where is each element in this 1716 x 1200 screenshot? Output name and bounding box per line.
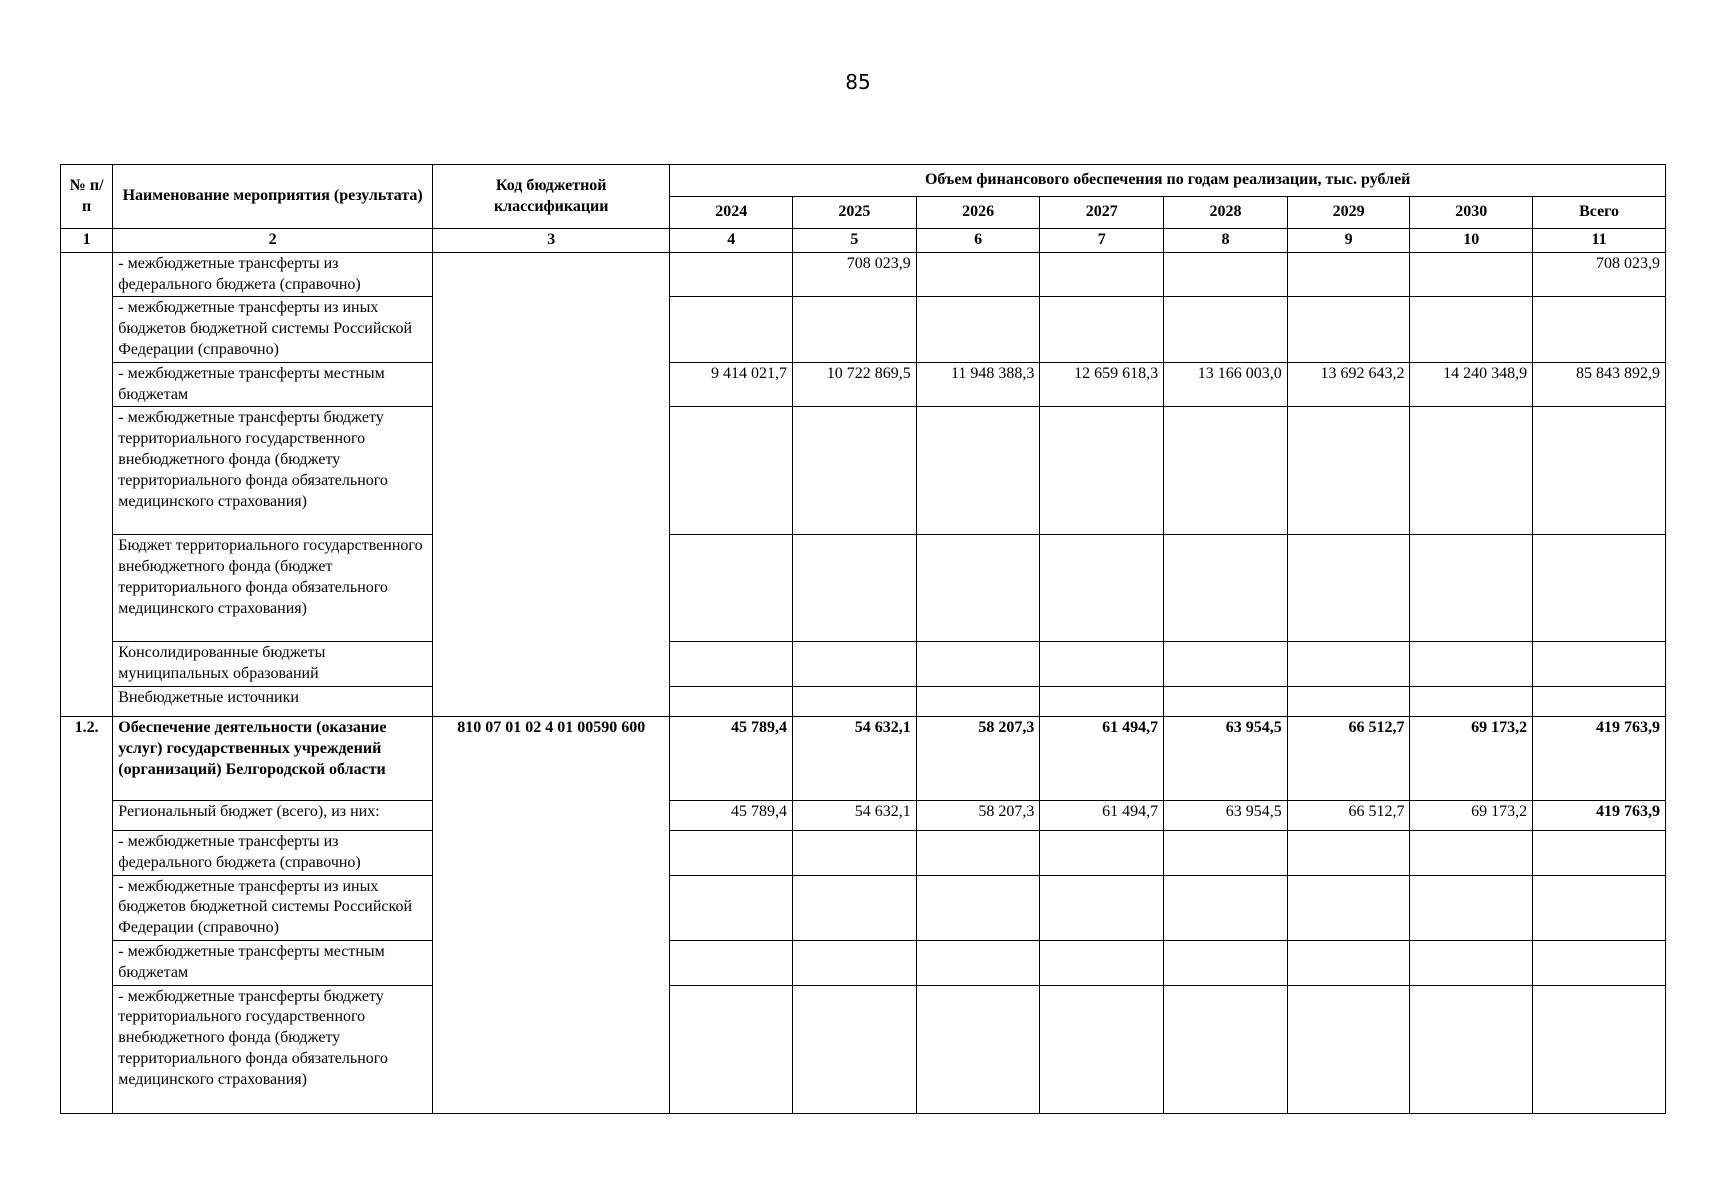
row-index-empty	[61, 252, 113, 716]
budget-table	[60, 164, 1666, 1114]
value-cell	[916, 407, 1040, 535]
table-row	[61, 940, 1666, 985]
value-cell	[1287, 407, 1410, 535]
header-year: 2029	[1287, 197, 1410, 229]
value-total-cell	[1533, 985, 1666, 1113]
row-name: - межбюджетные трансферты из иных бюджетов бюджетной системы Российской Федерации (справочно)	[113, 297, 433, 362]
value-cell	[1410, 535, 1533, 642]
value-total-cell: 708 023,9	[1533, 252, 1666, 297]
value-cell	[1164, 875, 1288, 940]
row-name: - межбюджетные трансферты из иных бюджетов бюджетной системы Российской Федерации (справочно)	[113, 875, 433, 940]
column-number: 11	[1533, 229, 1666, 253]
value-cell	[793, 686, 917, 716]
table-row	[61, 535, 1666, 642]
value-cell	[670, 535, 793, 642]
value-cell: 61 494,7	[1040, 800, 1164, 830]
value-cell	[793, 985, 917, 1113]
column-number: 3	[433, 229, 670, 253]
header-volume: Объем финансового обеспечения по годам реализации, тыс. рублей	[670, 165, 1666, 197]
value-total-cell	[1533, 642, 1666, 687]
header-row-top	[61, 165, 1666, 197]
value-cell	[916, 940, 1040, 985]
header-year: 2025	[793, 197, 917, 229]
table-row	[61, 985, 1666, 1113]
value-cell	[1164, 940, 1288, 985]
row-index: 1.2.	[61, 716, 113, 1113]
value-cell	[670, 642, 793, 687]
column-number: 1	[61, 229, 113, 253]
value-cell	[670, 252, 793, 297]
value-cell	[670, 686, 793, 716]
value-cell	[916, 875, 1040, 940]
value-cell	[1410, 985, 1533, 1113]
header-year: 2026	[916, 197, 1040, 229]
value-cell	[1040, 642, 1164, 687]
value-cell	[1287, 642, 1410, 687]
value-cell	[1410, 875, 1533, 940]
value-cell	[1040, 830, 1164, 875]
value-cell	[1410, 642, 1533, 687]
column-number: 5	[793, 229, 917, 253]
value-cell: 45 789,4	[670, 716, 793, 800]
value-cell	[1040, 535, 1164, 642]
row-name: - межбюджетные трансферты из федерального бюджета (справочно)	[113, 252, 433, 297]
value-cell	[1287, 940, 1410, 985]
value-cell	[793, 830, 917, 875]
value-cell	[1040, 297, 1164, 362]
value-cell: 54 632,1	[793, 716, 917, 800]
table-row	[61, 252, 1666, 297]
value-total-cell	[1533, 686, 1666, 716]
value-cell: 63 954,5	[1164, 716, 1288, 800]
row-code-empty	[433, 252, 670, 716]
value-total-cell: 85 843 892,9	[1533, 362, 1666, 407]
row-name: Внебюджетные источники	[113, 686, 433, 716]
column-number: 7	[1040, 229, 1164, 253]
value-cell: 66 512,7	[1287, 716, 1410, 800]
table-row	[61, 875, 1666, 940]
row-name: Бюджет территориального государственного внебюджетного фонда (бюджет территориального фонда обязательного медицинского страхования)	[113, 535, 433, 642]
value-cell	[1410, 686, 1533, 716]
header-year: 2030	[1410, 197, 1533, 229]
value-cell	[1410, 407, 1533, 535]
value-cell: 69 173,2	[1410, 716, 1533, 800]
value-cell	[670, 297, 793, 362]
value-total-cell: 419 763,9	[1533, 716, 1666, 800]
table-row	[61, 686, 1666, 716]
row-name: Консолидированные бюджеты муниципальных образований	[113, 642, 433, 687]
value-cell: 708 023,9	[793, 252, 917, 297]
header-code: Код бюджетной классификации	[433, 165, 670, 229]
value-cell	[916, 642, 1040, 687]
value-cell	[916, 985, 1040, 1113]
row-name: Обеспечение деятельности (оказание услуг) государственных учреждений (организаций) Белгородской области	[113, 716, 433, 800]
value-cell	[916, 297, 1040, 362]
table-row	[61, 716, 1666, 800]
value-cell	[1040, 252, 1164, 297]
value-cell: 11 948 388,3	[916, 362, 1040, 407]
row-name: - межбюджетные трансферты из федерального бюджета (справочно)	[113, 830, 433, 875]
value-cell	[793, 875, 917, 940]
table-row	[61, 407, 1666, 535]
value-cell	[1410, 297, 1533, 362]
value-cell	[1164, 252, 1288, 297]
value-cell: 10 722 869,5	[793, 362, 917, 407]
value-cell	[670, 830, 793, 875]
value-cell	[1410, 940, 1533, 985]
row-name: - межбюджетные трансферты бюджету территориального государственного внебюджетного фонда (бюджету территориального фонда обязательного медицинского страхования)	[113, 407, 433, 535]
value-cell	[916, 535, 1040, 642]
value-cell	[1164, 297, 1288, 362]
value-cell	[1040, 875, 1164, 940]
row-name: - межбюджетные трансферты бюджету территориального государственного внебюджетного фонда (бюджету территориального фонда обязательного медицинского страхования)	[113, 985, 433, 1113]
value-cell	[916, 686, 1040, 716]
value-cell	[670, 407, 793, 535]
table-row	[61, 830, 1666, 875]
value-cell: 13 692 643,2	[1287, 362, 1410, 407]
value-cell	[1164, 830, 1288, 875]
value-total-cell	[1533, 297, 1666, 362]
value-cell	[1164, 985, 1288, 1113]
value-cell: 61 494,7	[1040, 716, 1164, 800]
value-cell	[1164, 535, 1288, 642]
header-num: № п/п	[61, 165, 113, 229]
value-cell: 66 512,7	[1287, 800, 1410, 830]
value-cell	[793, 535, 917, 642]
row-name: Региональный бюджет (всего), из них:	[113, 800, 433, 830]
value-cell	[793, 407, 917, 535]
header-total: Всего	[1533, 197, 1666, 229]
value-cell	[1287, 297, 1410, 362]
value-cell	[1287, 535, 1410, 642]
value-cell: 63 954,5	[1164, 800, 1288, 830]
value-cell: 9 414 021,7	[670, 362, 793, 407]
value-total-cell	[1533, 940, 1666, 985]
column-number: 2	[113, 229, 433, 253]
row-name: - межбюджетные трансферты местным бюджетам	[113, 362, 433, 407]
value-cell: 58 207,3	[916, 800, 1040, 830]
value-cell: 45 789,4	[670, 800, 793, 830]
table-row	[61, 362, 1666, 407]
value-cell	[1287, 875, 1410, 940]
column-number: 10	[1410, 229, 1533, 253]
value-total-cell: 419 763,9	[1533, 800, 1666, 830]
value-cell	[1410, 252, 1533, 297]
table-row	[61, 297, 1666, 362]
value-cell	[1164, 642, 1288, 687]
value-cell	[1410, 830, 1533, 875]
value-cell	[793, 940, 917, 985]
column-number: 8	[1164, 229, 1288, 253]
value-cell: 13 166 003,0	[1164, 362, 1288, 407]
value-cell: 14 240 348,9	[1410, 362, 1533, 407]
value-cell	[1287, 830, 1410, 875]
value-cell	[793, 642, 917, 687]
value-total-cell	[1533, 875, 1666, 940]
value-cell	[670, 940, 793, 985]
value-cell: 12 659 618,3	[1040, 362, 1164, 407]
budget-code: 810 07 01 02 4 01 00590 600	[433, 716, 670, 1113]
value-cell	[1040, 940, 1164, 985]
value-cell	[793, 297, 917, 362]
header-year: 2028	[1164, 197, 1288, 229]
value-cell	[1040, 407, 1164, 535]
table-row	[61, 800, 1666, 830]
value-cell	[916, 830, 1040, 875]
value-cell	[1040, 686, 1164, 716]
column-number: 4	[670, 229, 793, 253]
row-name: - межбюджетные трансферты местным бюджетам	[113, 940, 433, 985]
header-year: 2027	[1040, 197, 1164, 229]
value-total-cell	[1533, 407, 1666, 535]
value-cell	[670, 985, 793, 1113]
value-cell: 69 173,2	[1410, 800, 1533, 830]
value-total-cell	[1533, 535, 1666, 642]
value-cell: 54 632,1	[793, 800, 917, 830]
column-number-row	[61, 229, 1666, 253]
column-number: 6	[916, 229, 1040, 253]
value-cell	[916, 252, 1040, 297]
value-cell: 58 207,3	[916, 716, 1040, 800]
value-cell	[1287, 686, 1410, 716]
value-cell	[1040, 985, 1164, 1113]
value-cell	[670, 875, 793, 940]
value-cell	[1164, 686, 1288, 716]
header-name: Наименование мероприятия (результата)	[113, 165, 433, 229]
column-number: 9	[1287, 229, 1410, 253]
value-cell	[1287, 985, 1410, 1113]
value-cell	[1287, 252, 1410, 297]
value-total-cell	[1533, 830, 1666, 875]
value-cell	[1164, 407, 1288, 535]
header-year: 2024	[670, 197, 793, 229]
page-number: 85	[845, 70, 871, 94]
table-row	[61, 642, 1666, 687]
